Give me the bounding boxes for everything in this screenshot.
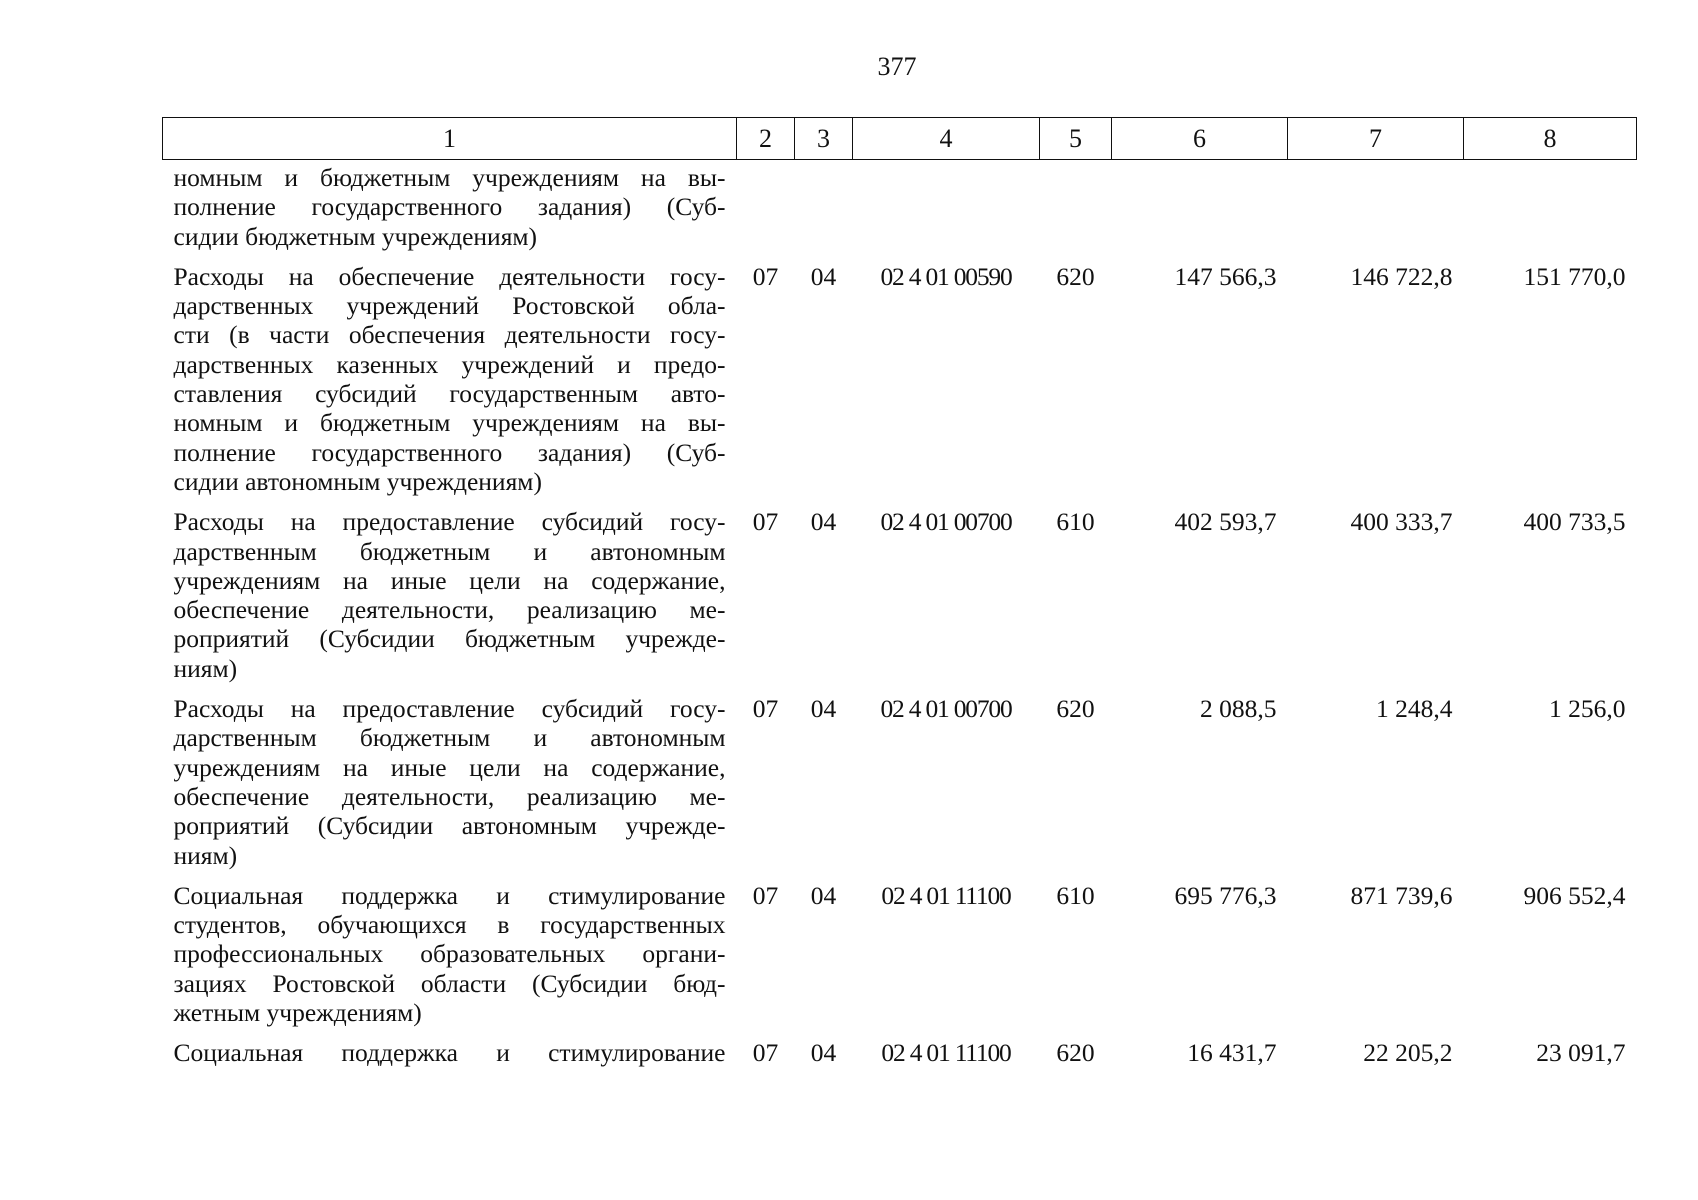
page-number: 377 [877, 52, 917, 81]
target-article-code [853, 160, 1040, 262]
description-line: ставления субсидий государственным авто- [173, 379, 726, 409]
section-code: 07 [752, 880, 779, 910]
table-row [163, 507, 1637, 694]
description-line: обеспечение деятельности, реализацию ме- [173, 781, 726, 811]
target-article-code: 02 4 01 11100 [881, 880, 1011, 910]
section-code: 07 [752, 1038, 779, 1068]
row-description [163, 881, 737, 1038]
description-line: номным и бюджетным учреждениям на вы- [173, 408, 726, 438]
amount-year-3 [1464, 160, 1637, 262]
subsection-code: 04 [810, 880, 837, 910]
subsection-code: 04 [810, 1038, 837, 1068]
description-line: Социальная поддержка и стимулирование [173, 880, 726, 910]
description-line: роприятий (Субсидии бюджетным учрежде- [173, 624, 726, 654]
row-description [163, 507, 737, 694]
description-line: жетным учреждениям) [173, 998, 422, 1028]
description-line: дарственных учреждений Ростовской обла- [173, 291, 726, 321]
description-line: Расходы на предоставление субсидий госу- [173, 694, 726, 724]
table-row [163, 160, 1637, 262]
amount-year-3: 906 552,4 [1523, 880, 1626, 910]
header-col-8: 8 [1464, 118, 1637, 160]
amount-year-2: 146 722,8 [1350, 261, 1453, 291]
expense-type-code: 610 [1056, 507, 1095, 537]
expense-type-code: 610 [1056, 880, 1095, 910]
description-line: зациях Ростовской области (Субсидии бюд- [173, 968, 726, 998]
amount-year-2 [1288, 160, 1464, 262]
section-code: 07 [752, 507, 779, 537]
section-code [737, 160, 795, 262]
header-col-1: 1 [163, 118, 737, 160]
header-col-6: 6 [1112, 118, 1288, 160]
expense-type-code [1040, 160, 1112, 262]
amount-year-1: 2 088,5 [1200, 694, 1277, 724]
amount-year-1: 147 566,3 [1174, 261, 1277, 291]
table-body [163, 160, 1637, 1079]
header-col-2: 2 [737, 118, 795, 160]
table-row [163, 694, 1637, 881]
row-description [163, 1038, 737, 1078]
amount-year-3: 1 256,0 [1549, 694, 1626, 724]
description-line: студентов, обучающихся в государственных [173, 910, 726, 940]
table-row [163, 1038, 1637, 1078]
expense-type-code: 620 [1056, 1038, 1095, 1068]
description-line: сидии бюджетным учреждениям) [173, 221, 538, 251]
amount-year-2: 871 739,6 [1350, 880, 1453, 910]
header-col-4: 4 [853, 118, 1040, 160]
subsection-code: 04 [810, 507, 837, 537]
description-line: профессиональных образовательных органи- [173, 939, 726, 969]
subsection-code [795, 160, 853, 262]
section-code: 07 [752, 694, 779, 724]
amount-year-2: 400 333,7 [1350, 507, 1453, 537]
description-line: Расходы на предоставление субсидий госу- [173, 507, 726, 537]
description-line: Социальная поддержка и стимулирование [173, 1038, 726, 1068]
subsection-code: 04 [810, 261, 837, 291]
description-line: номным и бюджетным учреждениям на вы- [173, 163, 726, 192]
expense-type-code: 620 [1056, 694, 1095, 724]
target-article-code: 02 4 01 00700 [880, 694, 1012, 724]
description-line: дарственным бюджетным и автономным [173, 536, 726, 566]
table-row [163, 262, 1637, 507]
row-description [163, 694, 737, 881]
target-article-code: 02 4 01 00700 [880, 507, 1012, 537]
description-line: учреждениям на иные цели на содержание, [173, 565, 726, 595]
description-line: ниям) [173, 840, 238, 870]
description-line: дарственным бюджетным и автономным [173, 723, 726, 753]
description-line: Расходы на обеспечение деятельности госу- [173, 261, 726, 291]
description-line: ниям) [173, 653, 238, 683]
subsection-code: 04 [810, 694, 837, 724]
amount-year-3: 151 770,0 [1523, 261, 1626, 291]
description-line: сти (в части обеспечения деятельности госу- [173, 320, 726, 350]
description-line: полнение государственного задания) (Суб- [173, 437, 726, 467]
header-col-3: 3 [795, 118, 853, 160]
header-col-5: 5 [1040, 118, 1112, 160]
description-line: дарственных казенных учреждений и предо- [173, 349, 726, 379]
description-line: роприятий (Субсидии автономным учрежде- [173, 811, 726, 841]
row-description [163, 262, 737, 507]
header-row [163, 118, 1637, 160]
expense-type-code: 620 [1056, 261, 1095, 291]
table-row [163, 881, 1637, 1038]
amount-year-2: 1 248,4 [1376, 694, 1453, 724]
header-col-7: 7 [1288, 118, 1464, 160]
description-line: учреждениям на иные цели на содержание, [173, 752, 726, 782]
amount-year-1: 402 593,7 [1174, 507, 1277, 537]
amount-year-1: 695 776,3 [1174, 880, 1277, 910]
amount-year-3: 23 091,7 [1536, 1038, 1626, 1068]
target-article-code: 02 4 01 00590 [880, 261, 1012, 291]
target-article-code: 02 4 01 11100 [881, 1038, 1011, 1068]
description-line: сидии автономным учреждениям) [173, 466, 542, 496]
budget-table [162, 117, 1637, 1079]
section-code: 07 [752, 261, 779, 291]
description-line: полнение государственного задания) (Суб- [173, 192, 726, 222]
description-line: обеспечение деятельности, реализацию ме- [173, 595, 726, 625]
amount-year-2: 22 205,2 [1363, 1038, 1453, 1068]
amount-year-1 [1112, 160, 1288, 262]
amount-year-1: 16 431,7 [1187, 1038, 1277, 1068]
amount-year-3: 400 733,5 [1523, 507, 1626, 537]
row-description [163, 160, 737, 262]
